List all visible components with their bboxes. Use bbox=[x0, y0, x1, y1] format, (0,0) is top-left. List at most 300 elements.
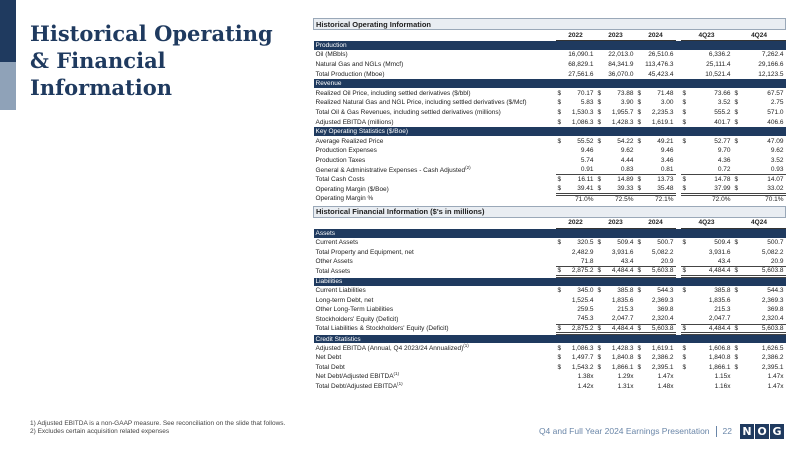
row-label bbox=[314, 343, 556, 353]
value-cell bbox=[596, 266, 636, 276]
accent-bar bbox=[0, 0, 16, 110]
section-header-row bbox=[314, 228, 786, 238]
value: 1.47x bbox=[657, 373, 674, 381]
column-header-row bbox=[314, 217, 786, 228]
value-cell bbox=[733, 165, 786, 175]
row-label bbox=[314, 362, 556, 372]
table-row bbox=[314, 165, 786, 175]
currency-symbol: $ bbox=[557, 324, 562, 332]
value: 71.8 bbox=[580, 257, 594, 265]
value-cell bbox=[556, 136, 596, 146]
table-row bbox=[314, 98, 786, 108]
value: 0.81 bbox=[660, 166, 674, 174]
value-cell bbox=[596, 314, 636, 324]
column-header: 4Q23 bbox=[681, 30, 733, 41]
currency-symbol: $ bbox=[597, 354, 602, 362]
value: 73.88 bbox=[617, 89, 634, 97]
currency-symbol: $ bbox=[734, 354, 739, 362]
value: 1,840.8 bbox=[708, 354, 731, 362]
value-cell bbox=[733, 362, 786, 372]
currency-symbol: $ bbox=[557, 99, 562, 107]
value: 12,123.5 bbox=[758, 70, 784, 78]
currency-symbol: $ bbox=[734, 238, 739, 246]
value: 2,875.2 bbox=[571, 267, 594, 275]
row-label bbox=[314, 247, 556, 257]
value-cell bbox=[636, 382, 676, 392]
value: 544.3 bbox=[657, 286, 674, 294]
row-label-text: Net Debt/Adjusted EBITDA bbox=[315, 373, 394, 381]
value-cell bbox=[681, 175, 733, 185]
table-row bbox=[314, 156, 786, 166]
value-cell bbox=[596, 324, 636, 334]
value: 1.47x bbox=[767, 373, 784, 381]
value-cell bbox=[681, 60, 733, 70]
value-cell bbox=[636, 257, 676, 267]
currency-symbol: $ bbox=[734, 89, 739, 97]
value: 3.52 bbox=[770, 156, 784, 164]
value-cell bbox=[681, 98, 733, 108]
value-cell bbox=[556, 175, 596, 185]
section-header: Key Operating Statistics ($/Boe) bbox=[314, 127, 786, 137]
currency-symbol: $ bbox=[682, 99, 687, 107]
value-cell bbox=[636, 324, 676, 334]
value-cell bbox=[596, 146, 636, 156]
value-cell bbox=[636, 343, 676, 353]
currency-symbol: $ bbox=[682, 118, 687, 126]
value-cell bbox=[636, 184, 676, 194]
row-label-text: Realized Natural Gas and NGL Price, including settled derivatives ($/Mcf) bbox=[315, 99, 527, 107]
value: 26,510.6 bbox=[648, 51, 674, 59]
value-cell bbox=[636, 353, 676, 363]
currency-symbol: $ bbox=[557, 267, 562, 275]
table-row bbox=[314, 238, 786, 248]
value-cell bbox=[636, 175, 676, 185]
value: 16.11 bbox=[577, 176, 594, 184]
value-cell bbox=[596, 69, 636, 79]
value: 1,086.3 bbox=[571, 344, 594, 352]
value-cell bbox=[596, 175, 636, 185]
value: 5.83 bbox=[580, 99, 594, 107]
value-cell bbox=[681, 146, 733, 156]
value-cell bbox=[596, 247, 636, 257]
value: 47.09 bbox=[767, 137, 784, 145]
table-row bbox=[314, 88, 786, 98]
currency-symbol: $ bbox=[682, 108, 687, 116]
row-label bbox=[314, 257, 556, 267]
value: 1,619.1 bbox=[651, 344, 674, 352]
currency-symbol: $ bbox=[597, 238, 602, 246]
value-cell bbox=[733, 382, 786, 392]
value-cell bbox=[681, 184, 733, 194]
row-label bbox=[314, 69, 556, 79]
table-row bbox=[314, 286, 786, 296]
value: 571.0 bbox=[767, 108, 784, 116]
table-row bbox=[314, 382, 786, 392]
value: 2,369.3 bbox=[761, 296, 784, 304]
value-cell bbox=[733, 175, 786, 185]
value: 3.00 bbox=[660, 99, 674, 107]
section-header-row bbox=[314, 276, 786, 286]
value-cell bbox=[556, 98, 596, 108]
currency-symbol: $ bbox=[557, 118, 562, 126]
row-label bbox=[314, 98, 556, 108]
value: 385.8 bbox=[617, 286, 634, 294]
value-cell bbox=[596, 372, 636, 382]
value: 52.77 bbox=[714, 137, 731, 145]
value-cell bbox=[681, 353, 733, 363]
footnote-ref: (1) bbox=[397, 381, 403, 386]
row-label bbox=[314, 194, 556, 204]
value-cell bbox=[636, 108, 676, 118]
row-label-text: Production Taxes bbox=[315, 156, 366, 164]
value: 72.1% bbox=[655, 196, 674, 204]
accent-bar-top bbox=[0, 0, 16, 62]
value: 2,482.9 bbox=[571, 248, 594, 256]
value: 10,521.4 bbox=[705, 70, 731, 78]
column-header: 4Q24 bbox=[733, 30, 786, 41]
value: 20.9 bbox=[660, 257, 674, 265]
logo-letter: O bbox=[755, 424, 769, 439]
value: 2,047.7 bbox=[708, 315, 731, 323]
footnote-ref: (2) bbox=[465, 165, 471, 170]
column-header: 2022 bbox=[556, 30, 596, 41]
table-row bbox=[314, 194, 786, 204]
currency-symbol: $ bbox=[682, 324, 687, 332]
row-label-text: Total Liabilities & Stockholders' Equity (Deficit) bbox=[315, 325, 449, 333]
currency-symbol: $ bbox=[637, 286, 642, 294]
row-label bbox=[314, 295, 556, 305]
value: 36,070.0 bbox=[608, 70, 634, 78]
value: 37.99 bbox=[714, 184, 731, 192]
value: 1,840.8 bbox=[611, 354, 634, 362]
currency-symbol: $ bbox=[734, 99, 739, 107]
value-cell bbox=[636, 165, 676, 175]
slide-title: Historical Operating & Financial Information bbox=[30, 21, 273, 100]
currency-symbol: $ bbox=[557, 184, 562, 192]
value: 43.4 bbox=[620, 257, 634, 265]
table-row bbox=[314, 247, 786, 257]
value: 1.29x bbox=[617, 373, 634, 381]
value: 71.0% bbox=[575, 196, 594, 204]
value-cell bbox=[681, 343, 733, 353]
value: 14.78 bbox=[714, 176, 731, 184]
currency-symbol: $ bbox=[734, 176, 739, 184]
value: 7,262.4 bbox=[761, 51, 784, 59]
value: 2,235.3 bbox=[651, 108, 674, 116]
row-label bbox=[314, 286, 556, 296]
value-cell bbox=[596, 98, 636, 108]
value-cell bbox=[596, 257, 636, 267]
value-cell bbox=[556, 362, 596, 372]
value-cell bbox=[733, 353, 786, 363]
footer-divider bbox=[716, 426, 717, 437]
value-cell bbox=[636, 314, 676, 324]
value-cell bbox=[681, 382, 733, 392]
footer-caption: Q4 and Full Year 2024 Earnings Presentation bbox=[538, 426, 710, 436]
value: 1,866.1 bbox=[611, 363, 634, 371]
row-label-text: Operating Margin ($/Boe) bbox=[315, 185, 389, 193]
value: 1.38x bbox=[577, 373, 594, 381]
value-cell bbox=[681, 108, 733, 118]
value: 33.02 bbox=[767, 184, 784, 192]
row-label bbox=[314, 372, 556, 382]
value: 39.41 bbox=[577, 184, 594, 192]
table-row bbox=[314, 146, 786, 156]
value-cell bbox=[596, 194, 636, 204]
value-cell bbox=[556, 184, 596, 194]
row-label bbox=[314, 60, 556, 70]
value: 5,082.2 bbox=[651, 248, 674, 256]
value-cell bbox=[556, 108, 596, 118]
value-cell bbox=[733, 247, 786, 257]
value-cell bbox=[681, 88, 733, 98]
value: 5.74 bbox=[580, 156, 594, 164]
value-cell bbox=[681, 117, 733, 127]
value: 3,931.6 bbox=[611, 248, 634, 256]
section-header-row bbox=[314, 79, 786, 89]
value-cell bbox=[636, 50, 676, 60]
row-label-text: Realized Oil Price, including settled derivatives ($/bbl) bbox=[315, 89, 471, 97]
value: 1,543.2 bbox=[571, 363, 594, 371]
currency-symbol: $ bbox=[557, 176, 562, 184]
value: 5,082.2 bbox=[761, 248, 784, 256]
value: 1,866.1 bbox=[708, 363, 731, 371]
value: 1,428.3 bbox=[611, 118, 634, 126]
table-row bbox=[314, 305, 786, 315]
value: 39.33 bbox=[617, 184, 634, 192]
value-cell bbox=[681, 324, 733, 334]
value-cell bbox=[733, 257, 786, 267]
column-header-row bbox=[314, 30, 786, 41]
table-row bbox=[314, 184, 786, 194]
value-cell bbox=[556, 165, 596, 175]
footnote-1: 1) Adjusted EBITDA is a non-GAAP measure. See reconciliation on the slide that follows. bbox=[30, 420, 286, 427]
value: 14.07 bbox=[767, 176, 784, 184]
value-cell bbox=[733, 136, 786, 146]
value: 2,320.4 bbox=[761, 315, 784, 323]
value: 1,428.3 bbox=[611, 344, 634, 352]
section-header: Assets bbox=[314, 228, 786, 238]
value: 1.31x bbox=[617, 382, 634, 390]
value-cell bbox=[556, 286, 596, 296]
row-label bbox=[314, 314, 556, 324]
row-label bbox=[314, 50, 556, 60]
section-header-row bbox=[314, 127, 786, 137]
value-cell bbox=[681, 266, 733, 276]
value-cell bbox=[681, 295, 733, 305]
value: 49.21 bbox=[657, 137, 674, 145]
value-cell bbox=[636, 362, 676, 372]
value: 1,606.8 bbox=[708, 344, 731, 352]
value: 500.7 bbox=[657, 238, 674, 246]
value: 71.48 bbox=[657, 89, 674, 97]
value: 2,369.3 bbox=[651, 296, 674, 304]
value-cell bbox=[636, 69, 676, 79]
value-cell bbox=[636, 156, 676, 166]
section-header: Credit Statistics bbox=[314, 334, 786, 344]
value-cell bbox=[556, 50, 596, 60]
currency-symbol: $ bbox=[682, 89, 687, 97]
value: 3,931.6 bbox=[708, 248, 731, 256]
row-label-text: Total Debt bbox=[315, 363, 345, 371]
value: 1,835.6 bbox=[708, 296, 731, 304]
value: 1,530.3 bbox=[571, 108, 594, 116]
currency-symbol: $ bbox=[557, 89, 562, 97]
value-cell bbox=[681, 136, 733, 146]
value: 544.3 bbox=[767, 286, 784, 294]
value-cell bbox=[556, 305, 596, 315]
row-label bbox=[314, 184, 556, 194]
value: 5,603.8 bbox=[651, 324, 674, 332]
section-header-row bbox=[314, 41, 786, 51]
section-header: Production bbox=[314, 41, 786, 51]
row-label bbox=[314, 175, 556, 185]
row-label bbox=[314, 266, 556, 276]
value-cell bbox=[556, 382, 596, 392]
currency-symbol: $ bbox=[682, 176, 687, 184]
value-cell bbox=[596, 362, 636, 372]
table-row bbox=[314, 343, 786, 353]
value-cell bbox=[733, 184, 786, 194]
value-cell bbox=[556, 314, 596, 324]
value: 320.5 bbox=[577, 238, 594, 246]
value: 2,395.1 bbox=[761, 363, 784, 371]
value: 9.62 bbox=[770, 147, 784, 155]
value: 4,484.4 bbox=[708, 324, 731, 332]
value-cell bbox=[596, 382, 636, 392]
value: 509.4 bbox=[714, 238, 731, 246]
value-cell bbox=[556, 257, 596, 267]
currency-symbol: $ bbox=[682, 363, 687, 371]
value: 3.90 bbox=[620, 99, 634, 107]
value: 1,086.3 bbox=[571, 118, 594, 126]
table-row bbox=[314, 60, 786, 70]
currency-symbol: $ bbox=[557, 137, 562, 145]
value-cell bbox=[733, 60, 786, 70]
value-cell bbox=[636, 238, 676, 248]
row-label-text: Long-term Debt, net bbox=[315, 296, 374, 304]
value-cell bbox=[681, 372, 733, 382]
value-cell bbox=[596, 305, 636, 315]
currency-symbol: $ bbox=[597, 118, 602, 126]
value-cell bbox=[636, 117, 676, 127]
value: 84,341.9 bbox=[608, 60, 634, 68]
column-header: 4Q24 bbox=[733, 217, 786, 228]
header-spacer bbox=[314, 30, 556, 41]
table-row bbox=[314, 136, 786, 146]
value: 4.36 bbox=[717, 156, 731, 164]
value-cell bbox=[681, 156, 733, 166]
value: 4,484.4 bbox=[611, 324, 634, 332]
value: 745.3 bbox=[577, 315, 594, 323]
value: 2,320.4 bbox=[651, 315, 674, 323]
value-cell bbox=[733, 266, 786, 276]
value: 369.8 bbox=[657, 306, 674, 314]
row-label bbox=[314, 305, 556, 315]
operating-table bbox=[313, 18, 786, 204]
value-cell bbox=[681, 247, 733, 257]
section-header-row bbox=[314, 334, 786, 344]
value: 1,835.6 bbox=[611, 296, 634, 304]
value: 215.3 bbox=[617, 306, 634, 314]
currency-symbol: $ bbox=[597, 176, 602, 184]
currency-symbol: $ bbox=[682, 137, 687, 145]
row-label-text: Total Property and Equipment, net bbox=[315, 248, 414, 256]
row-label-text: Adjusted EBITDA (Annual, Q4 2023/24 Annualized) bbox=[315, 344, 464, 352]
currency-symbol: $ bbox=[734, 363, 739, 371]
row-label bbox=[314, 146, 556, 156]
value-cell bbox=[733, 194, 786, 204]
table-title-row bbox=[314, 19, 786, 30]
row-label-text: General & Administrative Expenses - Cash Adjusted bbox=[315, 166, 466, 174]
currency-symbol: $ bbox=[734, 344, 739, 352]
value-cell bbox=[556, 69, 596, 79]
value: 1.42x bbox=[577, 382, 594, 390]
row-label-text: Current Liabilities bbox=[315, 286, 366, 294]
value-cell bbox=[596, 286, 636, 296]
value: 3.46 bbox=[660, 156, 674, 164]
value-cell bbox=[596, 165, 636, 175]
currency-symbol: $ bbox=[597, 286, 602, 294]
table-row bbox=[314, 295, 786, 305]
value: 2,395.1 bbox=[651, 363, 674, 371]
value-cell bbox=[556, 117, 596, 127]
value-cell bbox=[733, 305, 786, 315]
currency-symbol: $ bbox=[734, 137, 739, 145]
value-cell bbox=[733, 98, 786, 108]
value: 1,497.7 bbox=[571, 354, 594, 362]
value: 70.1% bbox=[765, 196, 784, 204]
value-cell bbox=[596, 295, 636, 305]
currency-symbol: $ bbox=[734, 267, 739, 275]
value: 9.46 bbox=[660, 147, 674, 155]
row-label-text: Natural Gas and NGLs (Mmcf) bbox=[315, 60, 404, 68]
value-cell bbox=[596, 136, 636, 146]
value: 2,386.2 bbox=[651, 354, 674, 362]
value-cell bbox=[556, 88, 596, 98]
row-label-text: Other Assets bbox=[315, 258, 353, 266]
value: 509.4 bbox=[617, 238, 634, 246]
column-header: 2022 bbox=[556, 217, 596, 228]
value: 1,955.7 bbox=[611, 108, 634, 116]
table-title: Historical Operating Information bbox=[314, 19, 786, 30]
value: 20.9 bbox=[770, 257, 784, 265]
currency-symbol: $ bbox=[557, 108, 562, 116]
table-row bbox=[314, 69, 786, 79]
value-cell bbox=[733, 117, 786, 127]
table-row bbox=[314, 372, 786, 382]
value-cell bbox=[733, 50, 786, 60]
currency-symbol: $ bbox=[637, 118, 642, 126]
value-cell bbox=[733, 146, 786, 156]
currency-symbol: $ bbox=[637, 267, 642, 275]
currency-symbol: $ bbox=[734, 286, 739, 294]
section-header: Liabilities bbox=[314, 276, 786, 286]
currency-symbol: $ bbox=[557, 354, 562, 362]
value: 1.47x bbox=[767, 382, 784, 390]
value-cell bbox=[733, 69, 786, 79]
value-cell bbox=[681, 286, 733, 296]
value-cell bbox=[556, 372, 596, 382]
currency-symbol: $ bbox=[637, 99, 642, 107]
row-label bbox=[314, 324, 556, 334]
footer bbox=[539, 423, 784, 439]
row-label bbox=[314, 88, 556, 98]
value-cell bbox=[596, 343, 636, 353]
row-label bbox=[314, 382, 556, 392]
value-cell bbox=[681, 362, 733, 372]
value: 0.91 bbox=[580, 166, 594, 174]
